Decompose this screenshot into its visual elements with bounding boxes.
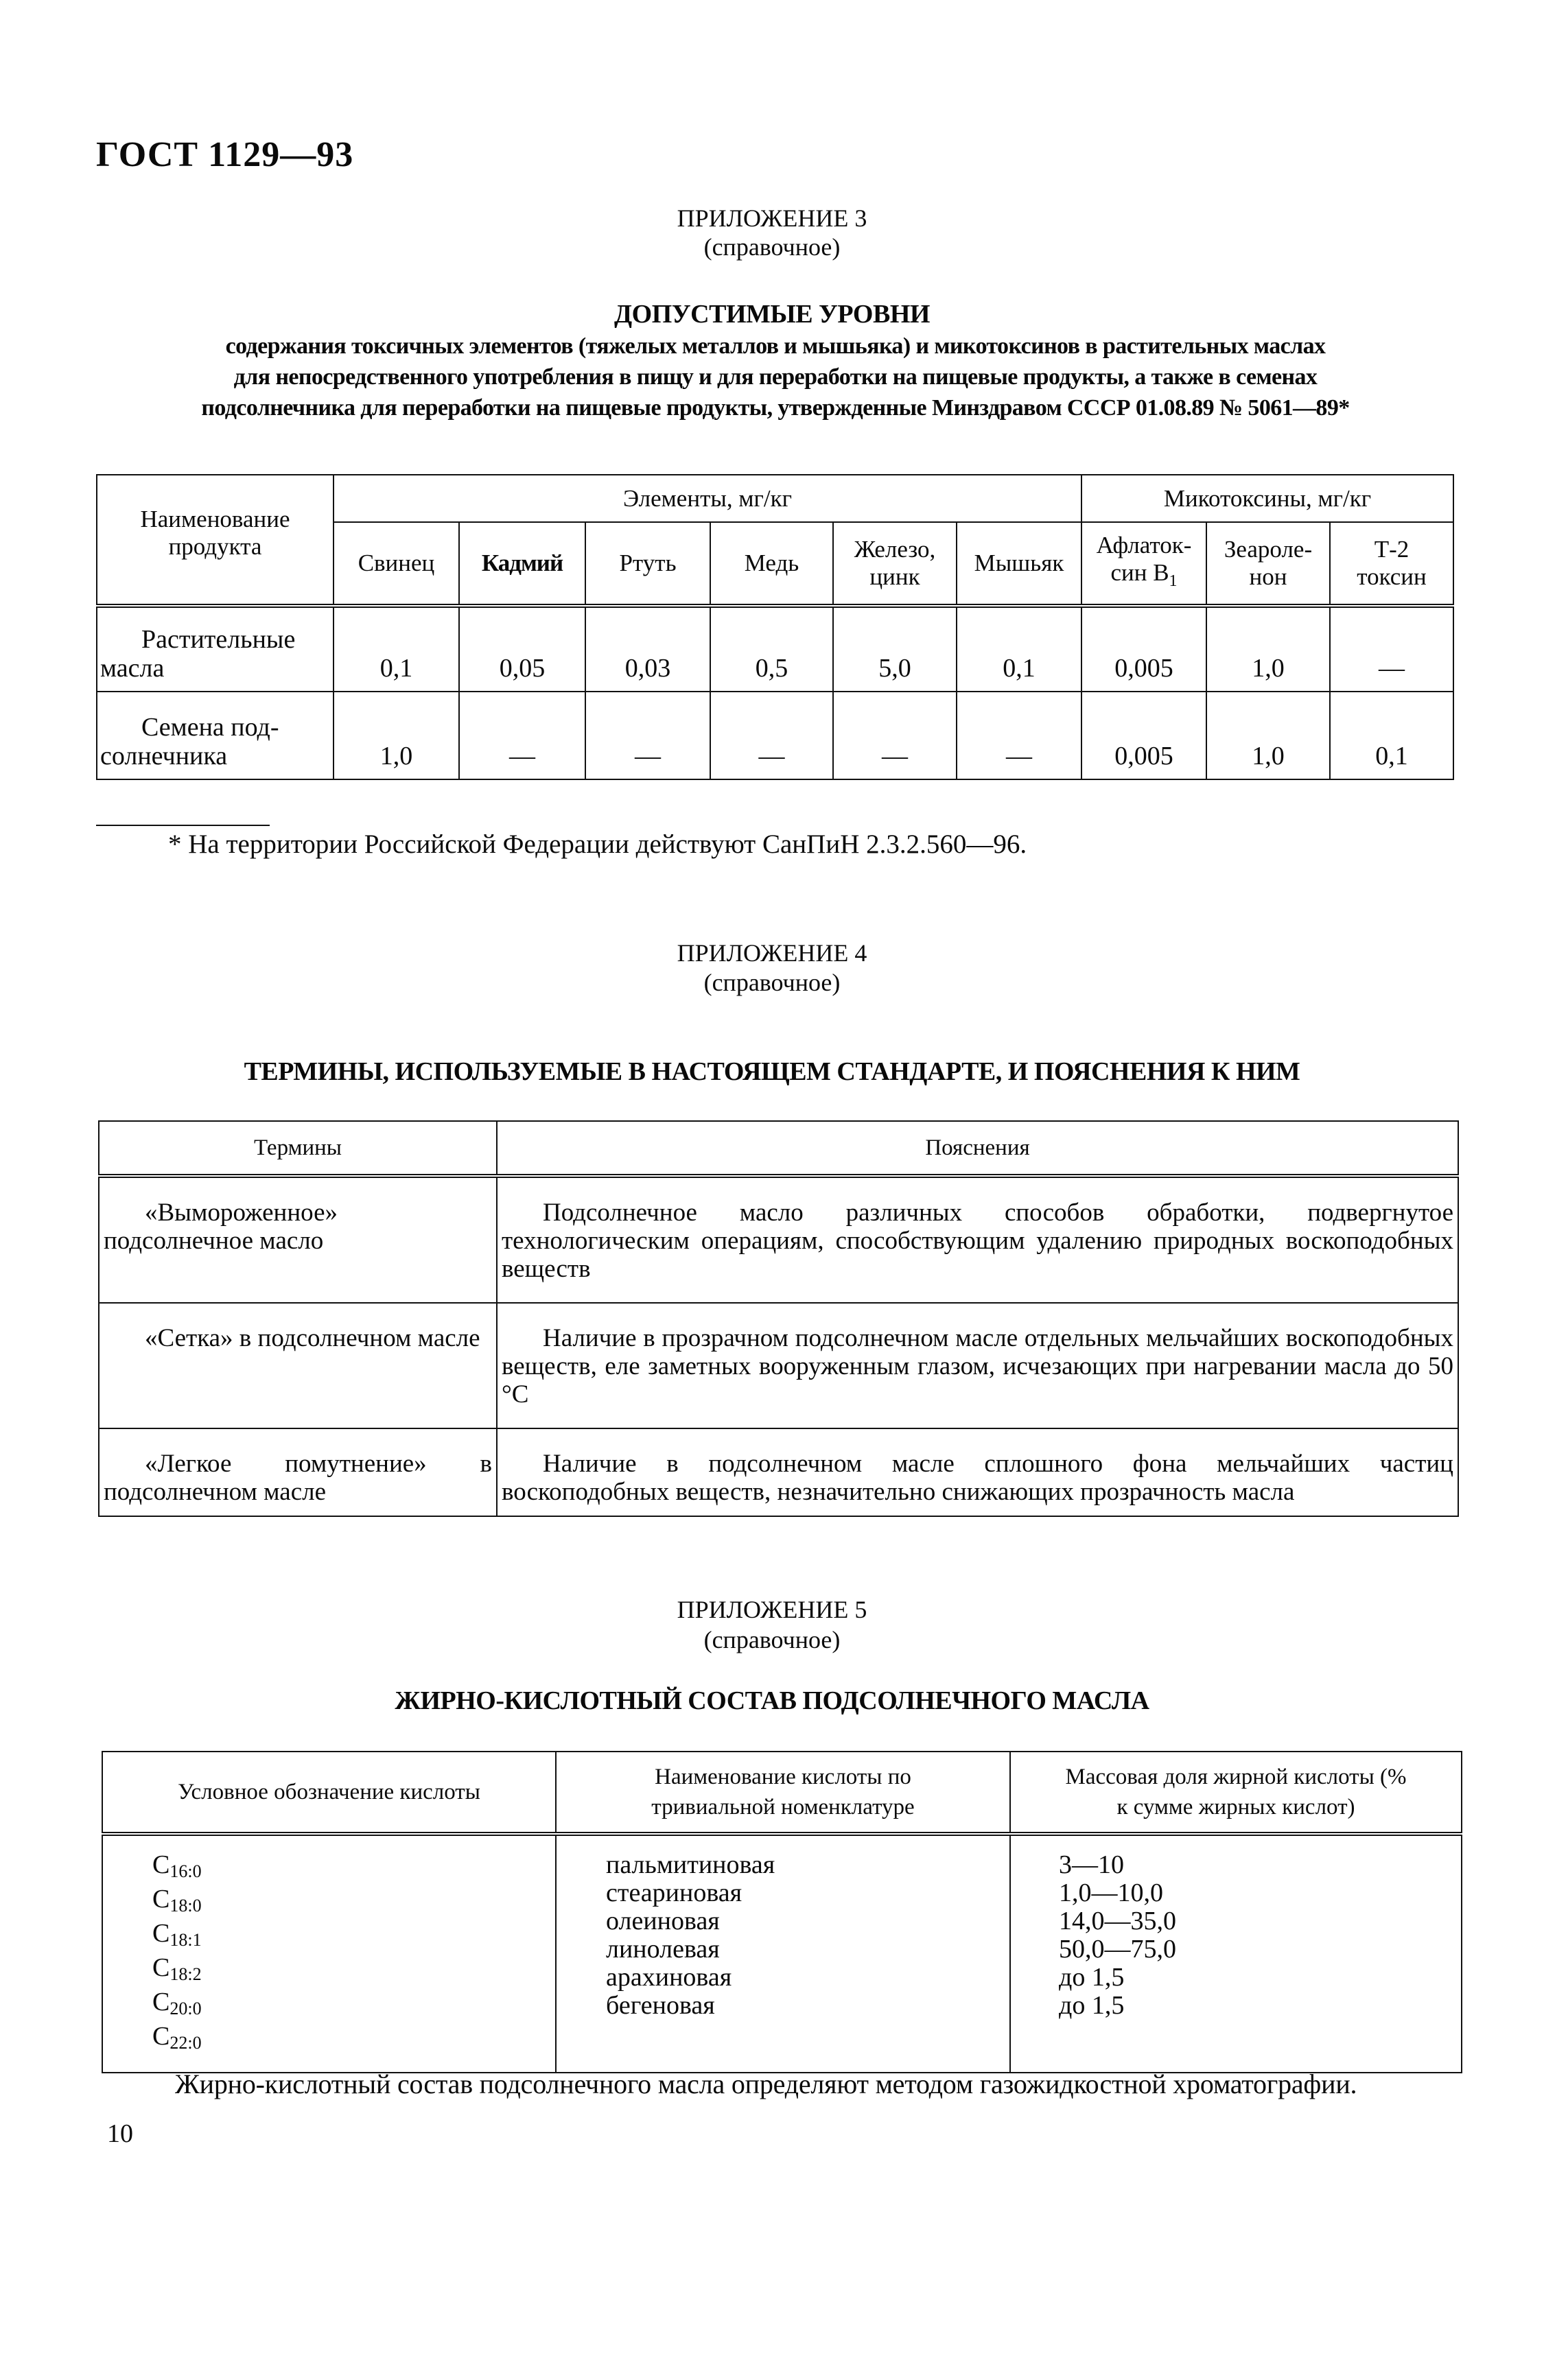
subtitle-line: для непосредственного употребления в пищу и для переработки на пищевые продукты, а также в семенах	[233, 364, 1318, 390]
acid-share: до 1,5	[1059, 1991, 1125, 2020]
appendix-3-heading: ДОПУСТИМЫЕ УРОВНИ	[614, 300, 930, 329]
appendix-4-title: ПРИЛОЖЕНИЕ 4	[677, 939, 867, 967]
acid-name: бегеновая	[606, 1991, 715, 2020]
footnote-rule	[96, 825, 270, 826]
symbol-column-header: Условное обозначение кислоты	[102, 1752, 556, 1834]
value-cell: 0,005	[1081, 606, 1206, 692]
acid-symbol: $C_{18:0}$	[152, 1885, 202, 1916]
appendix-3-kind: (справочное)	[703, 233, 841, 261]
acid-share: 1,0—10,0	[1059, 1878, 1163, 1907]
table-row	[99, 1428, 1458, 1516]
acid-name: стеариновая	[606, 1878, 742, 1907]
subtitle-line: содержания токсичных элементов (тяжелых металлов и мышьяка) и микотоксинов в растительных маслах	[225, 333, 1326, 359]
acid-symbols	[102, 1834, 556, 2073]
acid-symbol: $C_{18:1}$	[152, 1919, 202, 1950]
value-cell: —	[459, 692, 585, 779]
table-row	[97, 606, 1453, 692]
explanation-cell: Подсолнечное масло различных способов обработки, подвергнутое технологическим операциям, способствующим удалению природных воскоподобных веществ	[497, 1176, 1458, 1303]
value-cell: 0,1	[1330, 692, 1453, 779]
acid-share: 50,0—75,0	[1059, 1935, 1176, 1964]
appendix-5-heading: ЖИРНО-КИСЛОТНЫЙ СОСТАВ ПОДСОЛНЕЧНОГО МАСЛА	[395, 1686, 1149, 1715]
acid-symbol: $C_{18:2}$	[152, 1953, 202, 1984]
product-name: Семена под- солнечника	[97, 692, 334, 779]
appendix-3-title: ПРИЛОЖЕНИЕ 3	[677, 204, 867, 232]
value-cell: 5,0	[833, 606, 957, 692]
value-cell: —	[585, 692, 710, 779]
value-cell: —	[957, 692, 1081, 779]
terms-column-header: Термины	[99, 1121, 497, 1176]
acid-share: до 1,5	[1059, 1963, 1125, 1992]
standard-number: ГОСТ 1129—93	[96, 135, 354, 174]
value-cell: —	[833, 692, 957, 779]
column-header-aflatoxin: Афлаток- син $B_1$	[1081, 522, 1206, 606]
column-header-zearalenone: Зеароле- нон	[1206, 522, 1330, 606]
acid-share: 3—10	[1059, 1850, 1124, 1879]
closing-paragraph: Жирно-кислотный состав подсолнечного масла определяют методом газожидкостной хроматографии.	[175, 2069, 1357, 2099]
acid-names	[556, 1834, 1010, 2073]
term-cell: «Сетка» в подсолнечном масле	[99, 1303, 497, 1428]
value-cell: 1,0	[1206, 692, 1330, 779]
term-cell: «Легкое помутнение» в подсолнечном масле	[99, 1428, 497, 1516]
terms-table	[98, 1120, 1459, 1517]
product-header: Наименование продукта	[97, 475, 334, 606]
explanations-column-header: Пояснения	[497, 1121, 1458, 1176]
column-header-arsenic: Мышьяк	[957, 522, 1081, 606]
table-row	[99, 1176, 1458, 1303]
value-cell: 1,0	[1206, 606, 1330, 692]
explanation-cell: Наличие в подсолнечном масле сплошного фона мельчайших частиц воскоподобных веществ, незначительно снижающих прозрачность масла	[497, 1428, 1458, 1516]
fatty-acid-table	[102, 1751, 1462, 2073]
column-header-iron-zinc: Железо, цинк	[833, 522, 957, 606]
mycotoxins-group-header: Микотоксины, мг/кг	[1081, 475, 1453, 522]
appendix-5-title: ПРИЛОЖЕНИЕ 5	[677, 1596, 867, 1623]
term-cell: «Вымороженное» подсолнечное масло	[99, 1176, 497, 1303]
value-cell: —	[1330, 606, 1453, 692]
value-cell: 1,0	[334, 692, 459, 779]
page-number: 10	[107, 2119, 133, 2148]
acid-symbol: $C_{16:0}$	[152, 1850, 202, 1881]
column-header-t2-toxin: Т-2 токсин	[1330, 522, 1453, 606]
table-row	[99, 1303, 1458, 1428]
subtitle-line: подсолнечника для переработки на пищевые продукты, утвержденные Минздравом СССР 01.08.89 № 5061—89*	[201, 395, 1350, 421]
value-cell: 0,1	[334, 606, 459, 692]
acid-name: линолевая	[606, 1935, 720, 1964]
appendix-4-heading: ТЕРМИНЫ, ИСПОЛЬЗУЕМЫЕ В НАСТОЯЩЕМ СТАНДАРТЕ, И ПОЯСНЕНИЯ К НИМ	[244, 1057, 1300, 1086]
appendix-3-subtitle	[96, 331, 1455, 423]
column-header-cadmium: Кадмий	[459, 522, 585, 606]
table-row	[97, 692, 1453, 779]
elements-group-header: Элементы, мг/кг	[334, 475, 1081, 522]
acid-symbol: $C_{20:0}$	[152, 1988, 202, 2018]
share-column-header: Массовая доля жирной кислоты (% к сумме жирных кислот)	[1010, 1752, 1462, 1834]
acid-symbol: $C_{22:0}$	[152, 2022, 202, 2053]
acid-shares	[1010, 1834, 1462, 2073]
appendix-4-kind: (справочное)	[703, 969, 841, 996]
name-column-header: Наименование кислоты по тривиальной номенклатуре	[556, 1752, 1010, 1834]
value-cell: —	[710, 692, 833, 779]
footnote: * На территории Российской Федерации действуют СанПиН 2.3.2.560—96.	[168, 829, 1027, 859]
value-cell: 0,005	[1081, 692, 1206, 779]
column-header-mercury: Ртуть	[585, 522, 710, 606]
table-row	[102, 1834, 1462, 2073]
toxic-elements-table	[96, 474, 1454, 780]
product-name: Растительные масла	[97, 606, 334, 692]
value-cell: 0,05	[459, 606, 585, 692]
value-cell: 0,1	[957, 606, 1081, 692]
column-header-copper: Медь	[710, 522, 833, 606]
explanation-cell: Наличие в прозрачном подсолнечном масле отдельных мельчайших воскоподобных веществ, еле заметных вооруженным глазом, исчезающих при нагревании масла до 50 °С	[497, 1303, 1458, 1428]
value-cell: 0,03	[585, 606, 710, 692]
acid-name: арахиновая	[606, 1963, 732, 1992]
value-cell: 0,5	[710, 606, 833, 692]
acid-share: 14,0—35,0	[1059, 1907, 1176, 1935]
acid-name: пальмитиновая	[606, 1850, 775, 1879]
acid-name: олеиновая	[606, 1907, 720, 1935]
appendix-5-kind: (справочное)	[703, 1626, 841, 1653]
column-header-lead: Свинец	[334, 522, 459, 606]
